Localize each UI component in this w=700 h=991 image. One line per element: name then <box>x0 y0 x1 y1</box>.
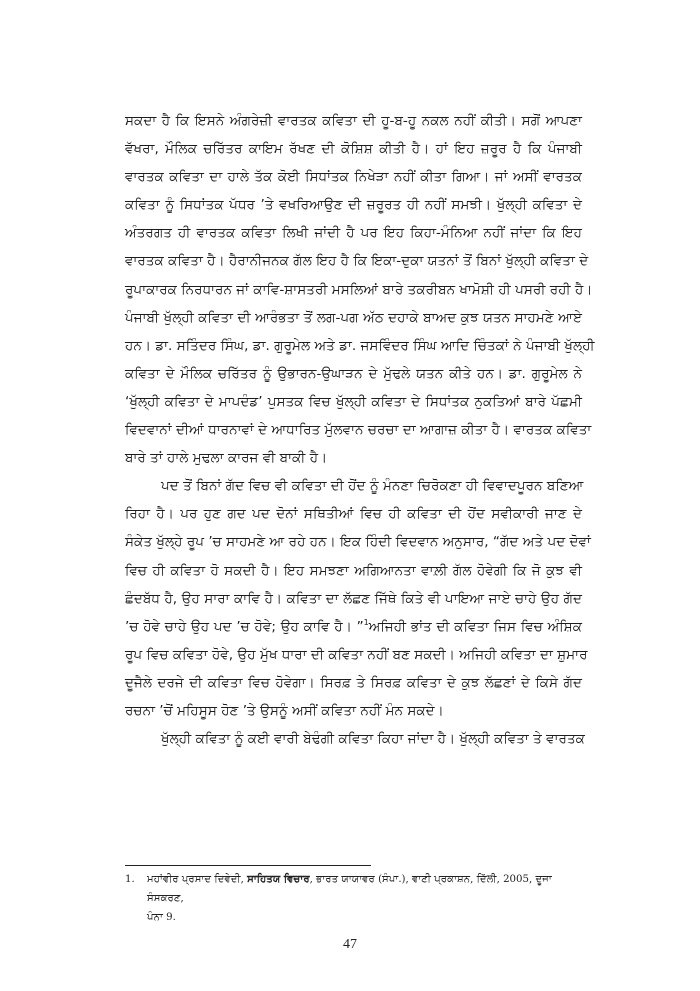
text-segment: ’ਚ ਹੋਵੇ ਚਾਹੇ ਉਹ ਪਦ ’ਚ ਹੋਵੇ; ਉਹ ਕਾਵਿ ਹੈ। ” <box>125 618 364 635</box>
text-line-with-footnote-ref <box>125 613 582 641</box>
text-line: ਪੰਜਾਬੀ ਖੁੱਲ੍ਹੀ ਕਵਿਤਾ ਦੀ ਆਰੰਭਤਾ ਤੋਂ ਲਗ-ਪਗ ਅੱਠ ਦਹਾਕੇ ਬਾਅਦ ਕੁਝ ਯਤਨ ਸਾਹਮਣੇ ਆਏ <box>125 309 582 326</box>
footnote-separator <box>125 865 371 866</box>
text-line: ਬਾਰੇ ਤਾਂ ਹਾਲੇ ਮੁਢਲਾ ਕਾਰਜ ਵੀ ਬਾਕੀ ਹੈ। <box>125 450 328 467</box>
text-line: ਛੰਦਬੱਧ ਹੈ, ਉਹ ਸਾਰਾ ਕਾਵਿ ਹੈ। ਕਵਿਤਾ ਦਾ ਲੱਛਣ ਜਿੱਥੇ ਕਿਤੇ ਵੀ ਪਾਇਆ ਜਾਏ ਚਾਹੇ ਉਹ ਗੱਦ <box>125 590 582 607</box>
text-line: ਰਚਨਾ ’ਚੋਂ ਮਹਿਸੂਸ ਹੋਣ ’ਤੇ ਉਸਨੂੰ ਅਸੀਂ ਕਵਿਤਾ ਨਹੀਂ ਮੰਨ ਸਕਦੇ। <box>125 702 444 719</box>
footnote-page: ਪੰਨਾ 9. <box>147 912 176 923</box>
text-line: ਰਿਹਾ ਹੈ। ਪਰ ਹੁਣ ਗਦ ਪਦ ਦੋਨਾਂ ਸਥਿਤੀਆਂ ਵਿਚ ਹੀ ਕਵਿਤਾ ਦੀ ਹੋਂਦ ਸਵੀਕਾਰੀ ਜਾਣ ਦੇ <box>125 506 582 523</box>
text-line: ਸੰਕੇਤ ਖੁੱਲ੍ਹੇ ਰੂਪ ’ਚ ਸਾਹਮਣੇ ਆ ਰਹੇ ਹਨ। ਇਕ ਹਿੰਦੀ ਵਿਦਵਾਨ ਅਨੁਸਾਰ, “ਗੱਦ ਅਤੇ ਪਦ ਦੋਵਾਂ <box>125 534 591 551</box>
text-line: ਵਿਚ ਹੀ ਕਵਿਤਾ ਹੋ ਸਕਦੀ ਹੈ। ਇਹ ਸਮਝਣਾ ਅਗਿਆਨਤਾ ਵਾਲ਼ੀ ਗੱਲ ਹੋਵੇਗੀ ਕਿ ਜੋ ਕੁਝ ਵੀ <box>125 562 582 579</box>
text-line: ਸਕਦਾ ਹੈ ਕਿ ਇਸਨੇ ਅੰਗਰੇਜ਼ੀ ਵਾਰਤਕ ਕਵਿਤਾ ਦੀ ਹੂ-ਬ-ਹੂ ਨਕਲ ਨਹੀਂ ਕੀਤੀ। ਸਗੋਂ ਆਪਣਾ <box>125 113 582 129</box>
footnotes <box>125 870 585 927</box>
text-line: ਵੱਖਰਾ, ਮੌਲਿਕ ਚਰਿੱਤਰ ਕਾਇਮ ਰੱਖਣ ਦੀ ਕੋਸ਼ਿਸ਼ ਕੀਤੀ ਹੈ। ਹਾਂ ਇਹ ਜ਼ਰੂਰ ਹੈ ਕਿ ਪੰਜਾਬੀ <box>125 141 582 158</box>
text-line: ਅੰਤਰਗਤ ਹੀ ਵਾਰਤਕ ਕਵਿਤਾ ਲਿਖੀ ਜਾਂਦੀ ਹੈ ਪਰ ਇਹ ਕਿਹਾ-ਮੰਨਿਆ ਨਹੀਂ ਜਾਂਦਾ ਕਿ ਇਹ <box>125 225 582 242</box>
footnote-author: ਮਹਾਂਵੀਰ ਪ੍ਰਸਾਦ ਦਿਵੇਦੀ, <box>147 874 248 885</box>
text-line: ‘ਖੁੱਲ੍ਹੀ ਕਵਿਤਾ ਦੇ ਮਾਪਦੰਡ’ ਪੁਸਤਕ ਵਿਚ ਖੁੱਲ੍ਹੀ ਕਵਿਤਾ ਦੇ ਸਿਧਾਂਤਕ ਨੁਕਤਿਆਂ ਬਾਰੇ ਪੱਛਮੀ <box>125 393 582 410</box>
text-line: ਪਦ ਤੋਂ ਬਿਨਾਂ ਗੱਦ ਵਿਚ ਵੀ ਕਵਿਤਾ ਦੀ ਹੋਂਦ ਨੂੰ ਮੰਨਣਾ ਚਿਰੋਕਣਾ ਹੀ ਵਿਵਾਦਪੂਰਨ ਬਣਿਆ <box>161 478 584 495</box>
body-text <box>125 107 595 753</box>
footnote-book-title: ਸਾਹਿਤਯ ਵਿਚਾਰ <box>247 873 310 885</box>
text-line: ਰੂਪ ਵਿਚ ਕਵਿਤਾ ਹੋਵੇ, ਉਹ ਮੁੱਖ ਧਾਰਾ ਦੀ ਕਵਿਤਾ ਨਹੀਂ ਬਣ ਸਕਦੀ। ਅਜਿਹੀ ਕਵਿਤਾ ਦਾ ਸ਼ੁਮਾਰ <box>125 646 588 663</box>
text-segment: ਅਜਿਹੀ ਭਾਂਤ ਦੀ ਕਵਿਤਾ ਜਿਸ ਵਿਚ ਅੰਸ਼ਿਕ <box>368 618 582 635</box>
page-number: 47 <box>343 937 357 952</box>
footnote-publication: , ਭਾਰਤ ਯਾਯਾਵਰ (ਸੰਪਾ.), ਵਾਣੀ ਪ੍ਰਕਾਸ਼ਨ, ਦਿੱਲੀ, 2005, ਦੂਜਾ ਸੰਸਕਰਣ, <box>147 874 552 904</box>
footnote-1 <box>125 870 585 927</box>
text-line: ਕਵਿਤਾ ਨੂੰ ਸਿਧਾਂਤਕ ਪੱਧਰ ’ਤੇ ਵਖਰਿਆਉਣ ਦੀ ਜ਼ਰੂਰਤ ਹੀ ਨਹੀਂ ਸਮਝੀ। ਖੁੱਲ੍ਹੀ ਕਵਿਤਾ ਦੇ <box>125 197 582 214</box>
text-line: ਕਵਿਤਾ ਦੇ ਮੌਲਿਕ ਚਰਿੱਤਰ ਨੂੰ ਉਭਾਰਨ-ਉਘਾੜਨ ਦੇ ਮੁੱਢਲੇ ਯਤਨ ਕੀਤੇ ਹਨ। ਡਾ. ਗੁਰੂਮੇਲ ਨੇ <box>125 365 582 382</box>
text-line: ਦੂਜੈਲੇ ਦਰਜੇ ਦੀ ਕਵਿਤਾ ਵਿਚ ਹੋਵੇਗਾ। ਸਿਰਫ਼ ਤੇ ਸਿਰਫ਼ ਕਵਿਤਾ ਦੇ ਕੁਝ ਲੱਛਣਾਂ ਦੇ ਕਿਸੇ ਗੱਦ <box>125 674 582 691</box>
paragraph-1 <box>125 107 595 472</box>
text-line: ਵਾਰਤਕ ਕਵਿਤਾ ਹੈ। ਹੈਰਾਨੀਜਨਕ ਗੱਲ ਇਹ ਹੈ ਕਿ ਇਕਾ-ਦੁਕਾ ਯਤਨਾਂ ਤੋਂ ਬਿਨਾਂ ਖੁੱਲ੍ਹੀ ਕਵਿਤਾ ਦੇ <box>125 253 589 270</box>
text-line: ਰੂਪਾਕਾਰਕ ਨਿਰਧਾਰਨ ਜਾਂ ਕਾਵਿ-ਸ਼ਾਸਤਰੀ ਮਸਲਿਆਂ ਬਾਰੇ ਤਕਰੀਬਨ ਖਾਮੋਸ਼ੀ ਹੀ ਪਸਰੀ ਰਹੀ ਹੈ। <box>125 281 593 298</box>
text-line: ਹਨ। ਡਾ. ਸਤਿੰਦਰ ਸਿੰਘ, ਡਾ. ਗੁਰੂਮੇਲ ਅਤੇ ਡਾ. ਜਸਵਿੰਦਰ ਸਿੰਘ ਆਦਿ ਚਿੰਤਕਾਂ ਨੇ ਪੰਜਾਬੀ ਖੁੱਲ੍ਹੀ <box>125 337 595 354</box>
paragraph-2 <box>125 472 591 725</box>
footnote-number: 1. <box>125 874 135 885</box>
footnote-ref[interactable]: 1 <box>363 617 369 627</box>
text-line: ਵਾਰਤਕ ਕਵਿਤਾ ਦਾ ਹਾਲੇ ਤੱਕ ਕੋਈ ਸਿਧਾਂਤਕ ਨਿਖੇੜਾ ਨਹੀਂ ਕੀਤਾ ਗਿਆ। ਜਾਂ ਅਸੀਂ ਵਾਰਤਕ <box>125 169 582 186</box>
text-line: ਵਿਦਵਾਨਾਂ ਦੀਆਂ ਧਾਰਨਾਵਾਂ ਦੇ ਆਧਾਰਿਤ ਮੁੱਲਵਾਨ ਚਰਚਾ ਦਾ ਆਗਾਜ਼ ਕੀਤਾ ਹੈ। ਵਾਰਤਕ ਕਵਿਤਾ <box>125 422 592 439</box>
paragraph-3 <box>125 725 585 753</box>
text-line: ਖੁੱਲ੍ਹੀ ਕਵਿਤਾ ਨੂੰ ਕਈ ਵਾਰੀ ਬੇਢੰਗੀ ਕਵਿਤਾ ਕਿਹਾ ਜਾਂਦਾ ਹੈ। ਖੁੱਲ੍ਹੀ ਕਵਿਤਾ ਤੇ ਵਾਰਤਕ <box>161 731 585 748</box>
